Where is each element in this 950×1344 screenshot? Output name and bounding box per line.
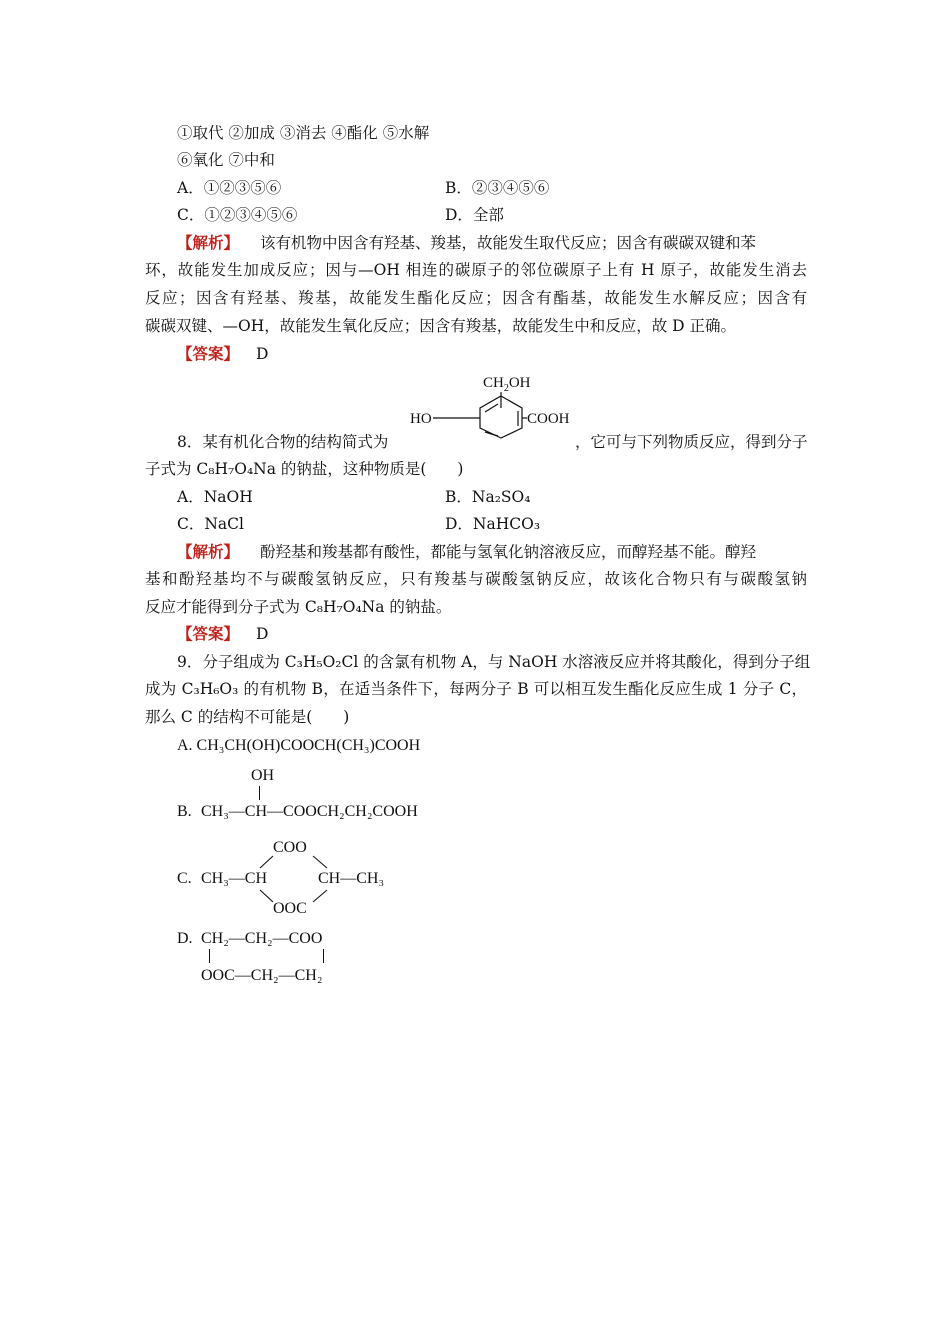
q8-analysis-text-3: 反应才能得到分子式为 C₈H₇O₄Na 的钠盐。 (145, 598, 452, 616)
q9-c-ring-bonds (245, 848, 365, 928)
q9-c-bottom: OOC (273, 900, 307, 917)
q7-choice-c: C．①②③④⑤⑥ (177, 206, 298, 224)
q8-analysis-first-line (177, 542, 756, 562)
q7-choice-b: B．②③④⑤⑥ (445, 179, 550, 197)
q9-choice-a: A. CH₃CH(OH)COOCH(CH₃)COOH (177, 737, 421, 754)
q7-analysis-text-1: 该有机物中因含有羟基、羧基，故能发生取代反应；因含有碳碳双键和苯 (259, 234, 756, 252)
q9-stem-line1: 9．分子组成为 C₃H₅O₂Cl 的含氯有机物 A，与 NaOH 水溶液反应并将其酸化，得到分子组 (177, 653, 811, 671)
q8-choice-b: B．Na₂SO₄ (445, 488, 531, 506)
q7-options-line2: ⑥氧化 ⑦中和 (177, 151, 275, 169)
q8-answer: D (255, 625, 269, 643)
q8-answer-line (177, 624, 268, 644)
q8-analysis-text-1: 酚羟基和羧基都有酸性，都能与氢氧化钠溶液反应，而醇羟基不能。醇羟 (259, 543, 756, 561)
q7-choice-a: A．①②③⑤⑥ (177, 179, 282, 197)
q9-b-bond (259, 786, 260, 800)
q9-c-right: CH—CH₃ (318, 870, 385, 887)
q7-analysis-first-line (177, 233, 756, 253)
q9-b-main: CH₃—CH—COOCH₂CH₂COOH (201, 803, 418, 820)
q9-b-oh: OH (251, 767, 275, 784)
q8-choice-d: D．NaHCO₃ (445, 515, 541, 533)
analysis-tag: 【解析】 (177, 233, 240, 252)
q8-stem-post: ，它可与下列物质反应，得到分子 (575, 433, 808, 451)
analysis-tag: 【解析】 (177, 542, 240, 561)
q8-stem-line2: 子式为 C₈H₇O₄Na 的钠盐，这种物质是( ) (145, 460, 464, 478)
q8-choice-c: C．NaCl (177, 515, 244, 533)
ho-label: HO (410, 411, 432, 427)
q9-stem-line3: 那么 C 的结构不可能是( ) (145, 708, 350, 726)
answer-tag: 【答案】 (177, 344, 240, 363)
q7-options-line1: ①取代 ②加成 ③消去 ④酯化 ⑤水解 (177, 124, 430, 142)
q9-d-top: CH₂—CH₂—COO (201, 930, 323, 947)
ch2oh-label: $CH_2OH$ (483, 375, 531, 394)
answer-tag: 【答案】 (177, 624, 240, 643)
q9-d-label: D. (177, 930, 193, 947)
q9-stem-line2: 成为 C₃H₆O₃ 的有机物 B，在适当条件下，每两分子 B 可以相互发生酯化反应生成 1 分子 C， (145, 680, 807, 698)
q7-analysis-text-2: 环，故能发生加成反应；因与—OH 相连的碳原子的邻位碳原子上有 H 原子，故能发生消去 (145, 261, 807, 279)
q8-stem-pre: 8．某有机化合物的结构简式为 (177, 433, 389, 451)
q7-answer-line (177, 344, 268, 364)
q7-answer: D (255, 345, 269, 363)
q9-d-bond-left (209, 949, 210, 963)
q7-analysis-text-4: 碳碳双键、—OH，故能发生氧化反应；因含有羧基，故能发生中和反应，故 D 正确。 (145, 317, 737, 335)
q9-d-bottom: OOC—CH₂—CH₂ (201, 967, 323, 984)
ring-double-bond-1 (485, 404, 498, 412)
cooh-label: COOH (527, 411, 570, 427)
q9-d-bond-right (323, 949, 324, 963)
q9-c-label: C. (177, 870, 192, 887)
q9-b-label: B. (177, 803, 192, 820)
q7-analysis-text-3: 反应；因含有羟基、羧基，故能发生酯化反应；因含有酯基，故能发生水解反应；因含有 (145, 289, 807, 307)
q9-c-left: CH₃—CH (201, 870, 268, 887)
q9-c-top: COO (273, 839, 307, 856)
q8-choice-a: A．NaOH (177, 488, 253, 506)
q8-analysis-text-2: 基和酚羟基均不与碳酸氢钠反应，只有羧基与碳酸氢钠反应，故该化合物只有与碳酸氢钠 (145, 570, 807, 588)
q7-choice-d: D．全部 (445, 206, 504, 224)
ring-double-bond-3 (485, 432, 498, 436)
